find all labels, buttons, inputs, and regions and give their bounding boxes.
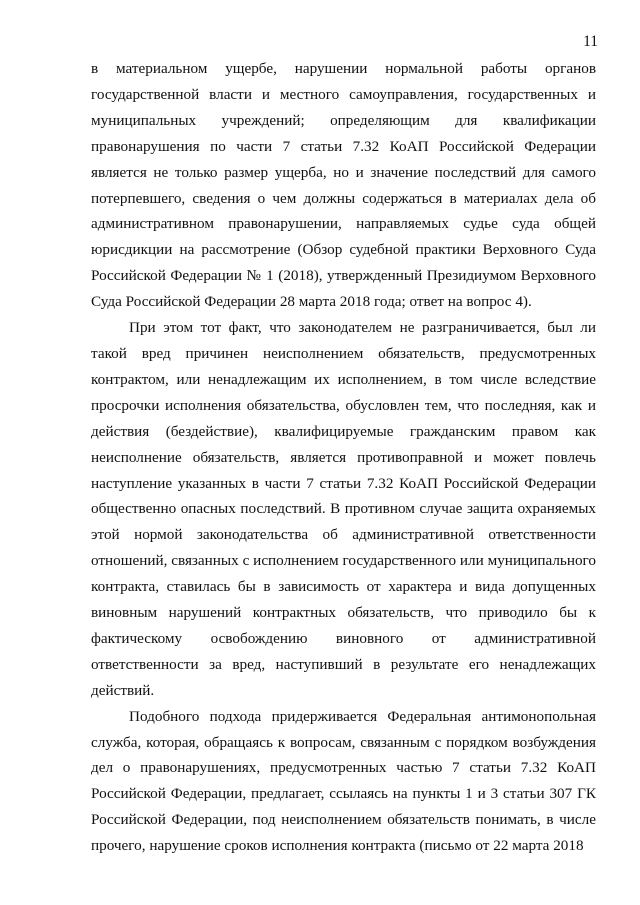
document-body <box>91 56 596 859</box>
paragraph-continuation: в материальном ущербе, нарушении нормальной работы органов государственной власти и местного самоуправления, государственных и муниципальных учреждений; определяющим для квалификации правонарушения по части 7 статьи 7.32 КоАП Российской Федерации является не только размер ущерба, но и значение последствий для самого потерпевшего, сведения о чем должны содержаться в материалах дела об административном правонарушении, направляемых судье суда общей юрисдикции на рассмотрение (Обзор судебной практики Верховного Суда Российской Федерации № 1 (2018), утвержденный Президиумом Верховного Суда Российской Федерации 28 марта 2018 года; ответ на вопрос 4). <box>91 60 596 311</box>
page-number: 11 <box>583 33 598 50</box>
paragraph: Подобного подхода придерживается Федеральная антимонопольная служба, которая, обращаясь к вопросам, связанным с порядком возбуждения дел о правонарушениях, предусмотренных частью 7 статьи 7.32 КоАП Российской Федерации, предлагает, ссылаясь на пункты 1 и 3 статьи 307 ГК Российской Федерации, под неисполнением обязательств понимать, в числе прочего, нарушение сроков исполнения контракта (письмо от 22 марта 2018 <box>91 707 596 855</box>
paragraph: При этом тот факт, что законодателем не разграничивается, был ли такой вред причинен неисполнением обязательств, предусмотренных контрактом, или ненадлежащим их исполнением, в том числе вследствие просрочки исполнения обязательства, обусловлен тем, что последняя, как и действия (бездействие), квалифицируемые гражданским правом как неисполнение обязательств, является противоправной и может повлечь наступление указанных в части 7 статьи 7.32 КоАП Российской Федерации общественно опасных последствий. В противном случае защита охраняемых этой нормой законодательства об административной ответственности отношений, связанных с исполнением государственного или муниципального контракта, ставилась бы в зависимость от характера и вида допущенных виновным нарушений контрактных обязательств, что приводило бы к фактическому освобождению виновного от административной ответственности за вред, наступивший в результате его ненадлежащих действий. <box>91 319 596 699</box>
